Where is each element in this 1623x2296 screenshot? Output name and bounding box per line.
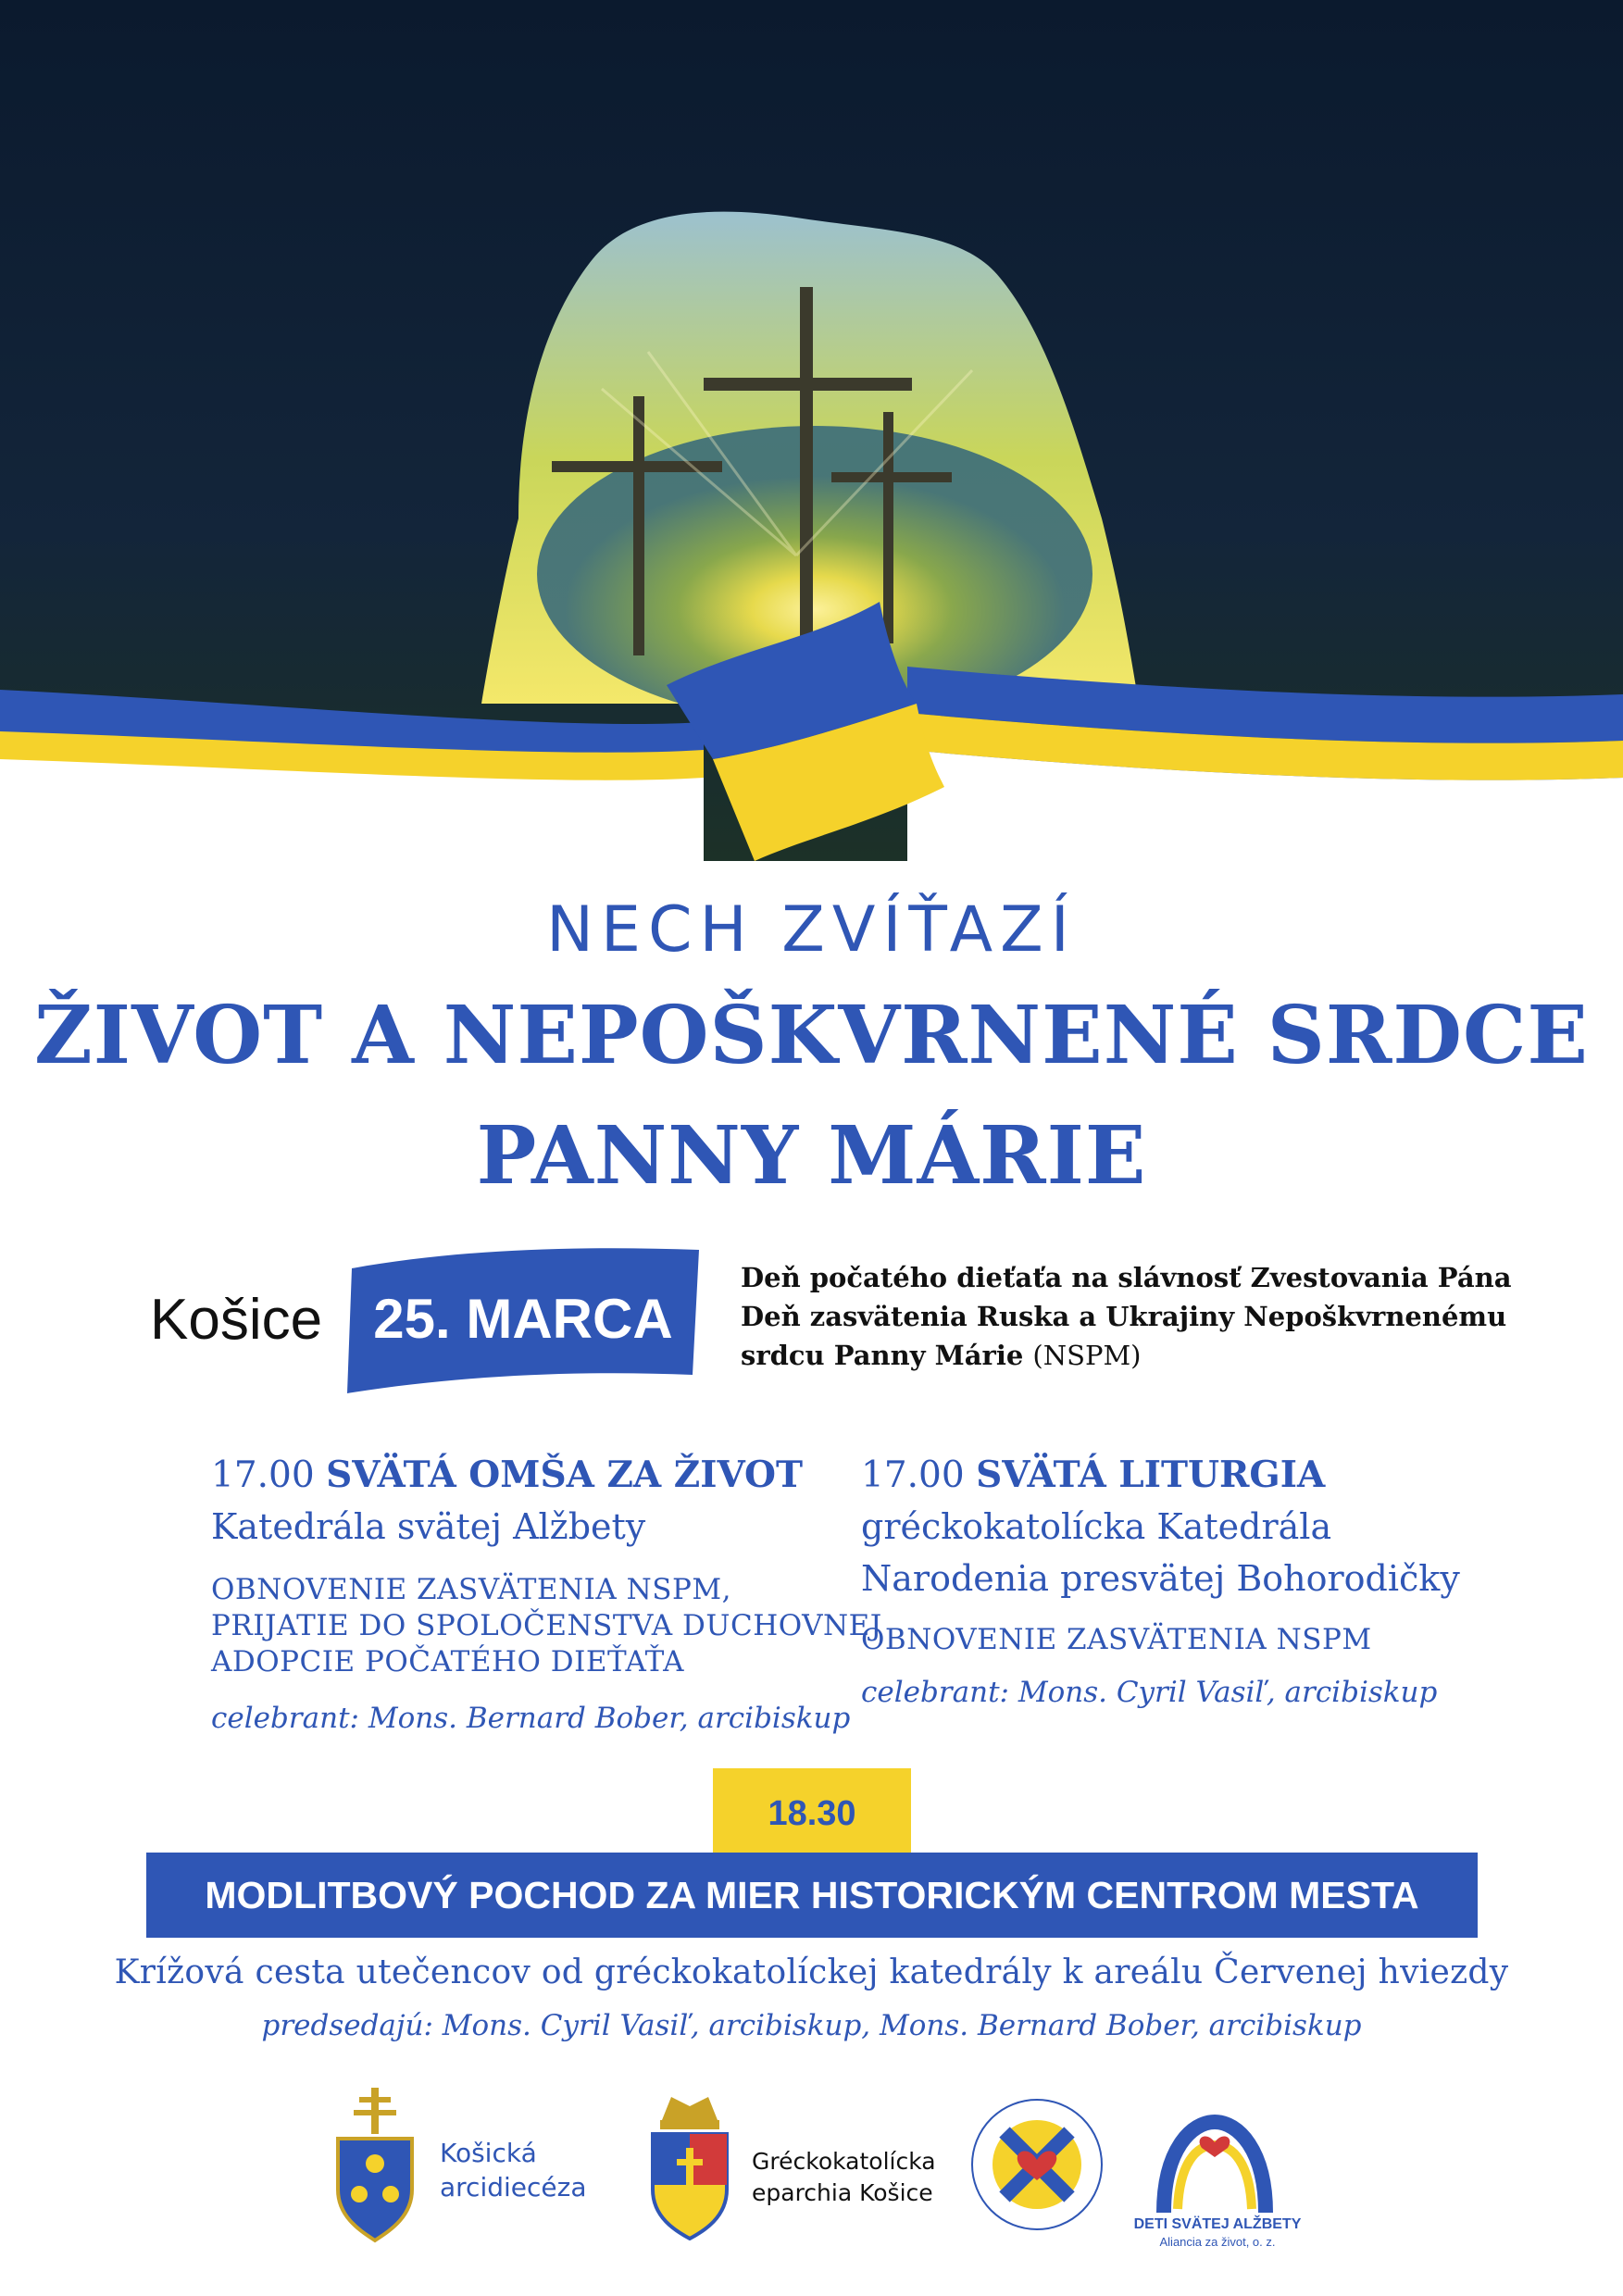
- right-event-desc: OBNOVENIE ZASVÄTENIA NSPM: [861, 1623, 1372, 1656]
- left-event-desc-line: PRIJATIE DO SPOLOČENSTVA DUCHOVNEJ: [211, 1609, 882, 1642]
- left-event-celebrant: celebrant: Mons. Bernard Bober, arcibiskup: [211, 1702, 851, 1735]
- greek-eparchy-crest-icon: [634, 2092, 745, 2240]
- info-line-2: Deň zasvätenia Ruska a Ukrajiny Nepoškvrnenému: [741, 1301, 1507, 1332]
- greek-logo-line-2: eparchia Košice: [752, 2179, 933, 2206]
- right-event-celebrant: celebrant: Mons. Cyril Vasiľ, arcibiskup: [861, 1676, 1438, 1709]
- greek-logo-line-1: Gréckokatolícka: [752, 2148, 936, 2175]
- left-event-desc-line: ADOPCIE POČATÉHO DIEŤAŤA: [211, 1645, 685, 1678]
- deti-svatej-alzbety-logo-icon: [1150, 2113, 1280, 2215]
- deti-logo-line-2: Aliancia za život, o. z.: [1159, 2235, 1276, 2249]
- info-line-1: Deň počatého dieťaťa na slávnosť Zvestovania Pána: [741, 1262, 1512, 1293]
- info-line-3-normal: (NSPM): [1032, 1340, 1142, 1371]
- right-event-title: SVÄTÁ LITURGIA: [976, 1454, 1326, 1496]
- left-event-heading: [211, 1454, 803, 1496]
- march-time: 18.30: [768, 1794, 856, 1833]
- left-event-time: 17.00: [211, 1454, 315, 1496]
- left-event-place: Katedrála svätej Alžbety: [211, 1506, 646, 1547]
- left-event-desc: [211, 1572, 882, 1680]
- right-event-time: 17.00: [861, 1454, 965, 1496]
- march-route: Krížová cesta utečencov od gréckokatolíckej katedrály k areálu Červenej hviezdy: [114, 1953, 1509, 1991]
- march-presided: predsedajú: Mons. Cyril Vasiľ, arcibiskup, Mons. Bernard Bober, arcibiskup: [261, 2009, 1362, 2042]
- hero-image: [0, 0, 1623, 889]
- kosice-archdiocese-crest-icon: [333, 2088, 417, 2245]
- right-event-place-1: gréckokatolícka Katedrála: [861, 1506, 1332, 1547]
- right-event-place-2: Narodenia presvätej Bohorodičky: [861, 1558, 1460, 1599]
- left-event-title: SVÄTÁ OMŠA ZA ŽIVOT: [326, 1454, 804, 1496]
- kosice-logo-line-1: Košická: [440, 2138, 537, 2168]
- title-line-3: PANNY MÁRIE: [476, 1109, 1147, 1203]
- info-line-3-bold: srdcu Panny Márie: [741, 1340, 1024, 1371]
- left-event-desc-line: OBNOVENIE ZASVÄTENIA NSPM,: [211, 1573, 731, 1606]
- info-line-3: [741, 1340, 1141, 1371]
- title-line-1: NECH ZVÍŤAZÍ: [546, 893, 1077, 967]
- city-label: Košice: [150, 1288, 323, 1352]
- deti-logo-line-1: DETI SVÄTEJ ALŽBETY: [1133, 2216, 1302, 2232]
- kosice-logo-line-2: arcidiecéza: [440, 2172, 587, 2202]
- pro-life-apostolate-logo-icon: [968, 2095, 1106, 2234]
- title-line-2: ŽIVOT A NEPOŠKVRNENÉ SRDCE: [34, 989, 1589, 1082]
- march-title: MODLITBOVÝ POCHOD ZA MIER HISTORICKÝM CENTROM MESTA: [205, 1874, 1419, 1916]
- right-event-heading: [861, 1454, 1325, 1496]
- date-label: 25. MARCA: [373, 1288, 673, 1350]
